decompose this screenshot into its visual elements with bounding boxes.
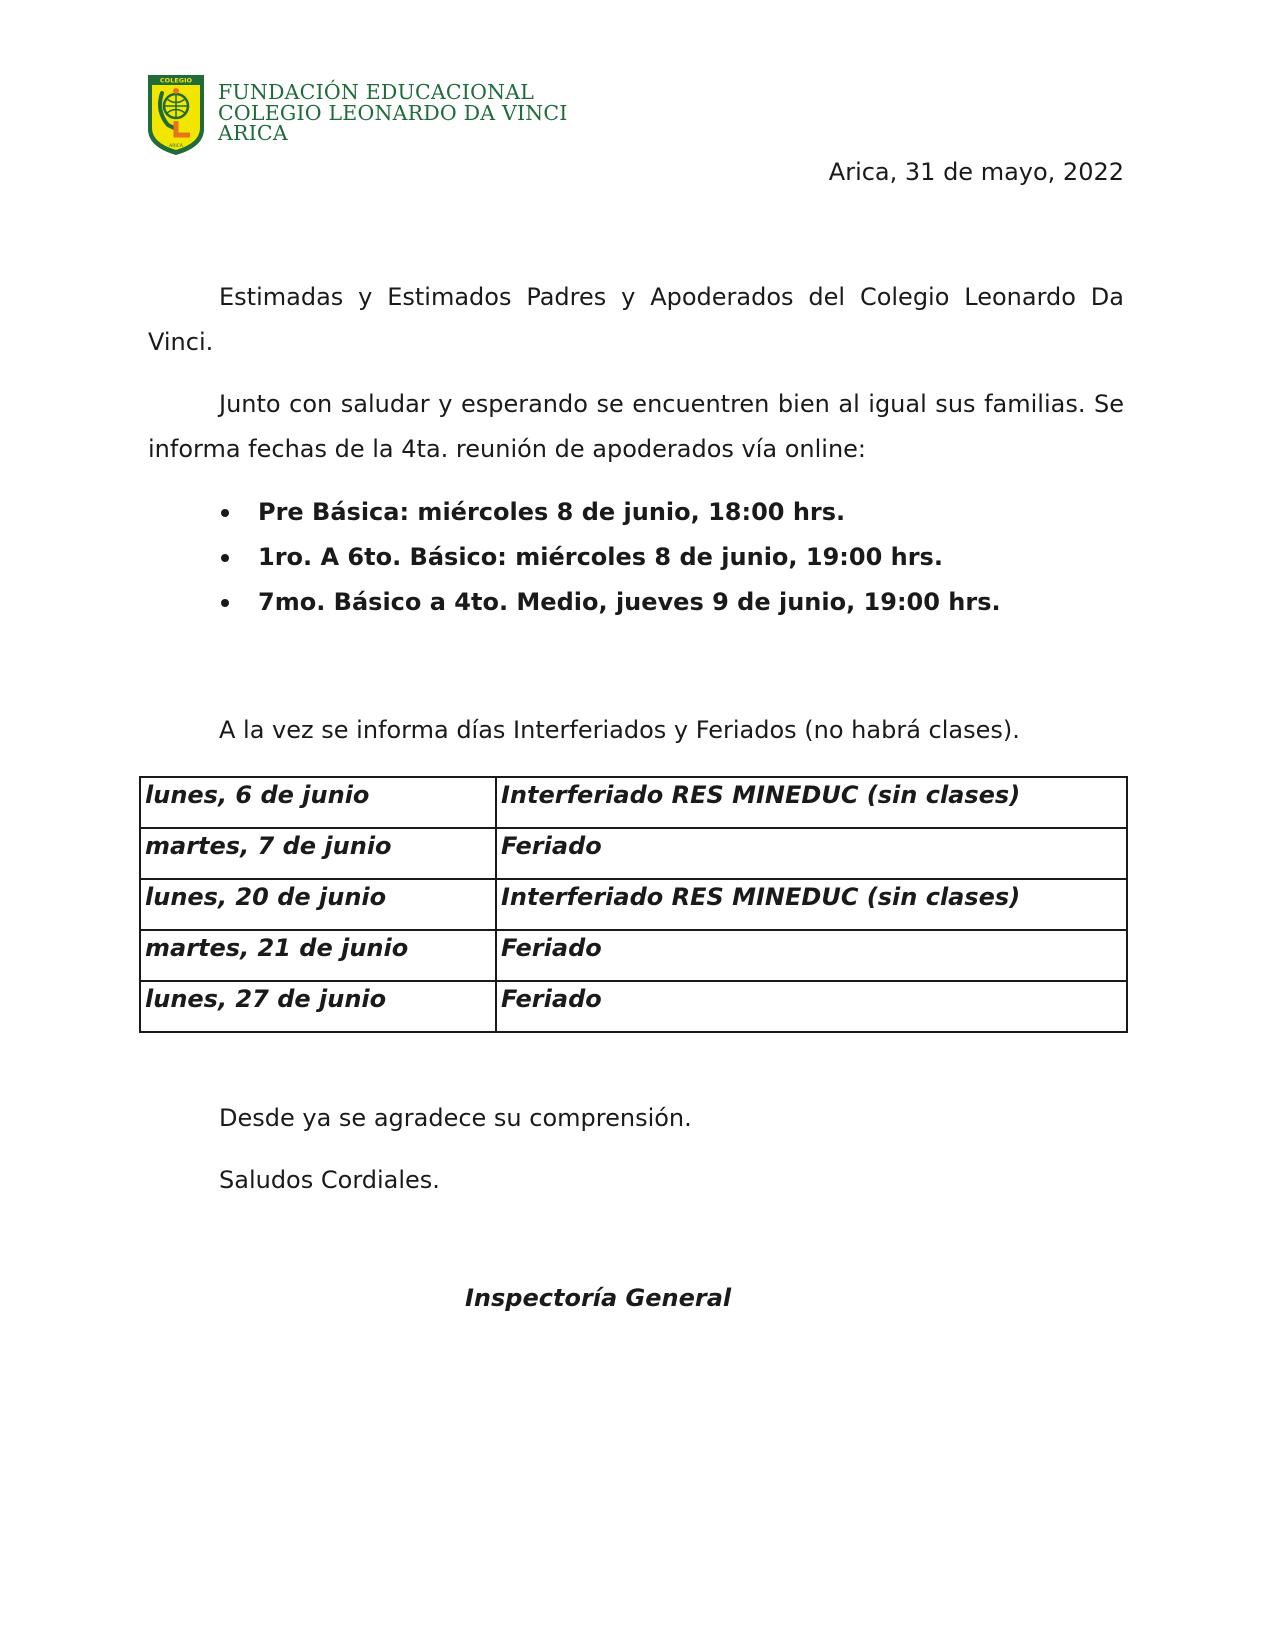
meeting-text: 1ro. A 6to. Básico: miércoles 8 de junio, 19:00 hrs. (258, 543, 943, 571)
meeting-item (218, 535, 1001, 580)
holidays-intro: A la vez se informa días Interferiados y Feriados (no habrá clases). (219, 716, 1020, 744)
logo-text-top: COLEGIO (159, 76, 193, 85)
meeting-text: Pre Básica: miércoles 8 de junio, 18:00 hrs. (258, 498, 846, 526)
holiday-date-cell: lunes, 20 de junio (140, 879, 496, 930)
org-line: FUNDACIÓN EDUCACIONAL (218, 80, 535, 104)
meeting-item (218, 580, 1001, 625)
table-row (140, 828, 1127, 879)
org-line: ARICA (218, 121, 288, 145)
meeting-text: 7mo. Básico a 4to. Medio, jueves 9 de junio, 19:00 hrs. (258, 588, 1001, 616)
bullet-icon (221, 599, 229, 607)
holiday-type-cell: Feriado (496, 930, 1127, 981)
meeting-list (218, 490, 1001, 625)
letter-date: Arica, 31 de mayo, 2022 (828, 158, 1124, 186)
school-crest-logo (146, 73, 206, 157)
signature: Inspectoría General (465, 1284, 732, 1312)
holidays-table (139, 776, 1128, 1033)
bullet-icon (221, 554, 229, 562)
table-row (140, 777, 1127, 828)
holiday-type-cell: Interferiado RES MINEDUC (sin clases) (496, 879, 1127, 930)
table-row (140, 930, 1127, 981)
table-row (140, 981, 1127, 1032)
table-row (140, 879, 1127, 930)
thanks-text: Desde ya se agradece su comprensión. (219, 1104, 692, 1132)
holiday-type-cell: Feriado (496, 828, 1127, 879)
meeting-item (218, 490, 1001, 535)
logo-text-bottom: ARICA (169, 144, 183, 149)
org-line: COLEGIO LEONARDO DA VINCI (218, 100, 568, 125)
holiday-date-cell: martes, 21 de junio (140, 930, 496, 981)
holiday-date-cell: lunes, 27 de junio (140, 981, 496, 1032)
holiday-date-cell: martes, 7 de junio (140, 828, 496, 879)
organization-name (218, 82, 568, 144)
intro-paragraph: Junto con saludar y esperando se encuentren bien al igual sus familias. Se informa fechas de la 4ta. reunión de apoderados vía online: (148, 390, 1124, 463)
bullet-icon (221, 509, 229, 517)
greeting-paragraph: Estimadas y Estimados Padres y Apoderados del Colegio Leonardo Da Vinci. (148, 283, 1124, 356)
letterhead (146, 73, 568, 157)
holiday-date-cell: lunes, 6 de junio (140, 777, 496, 828)
closing-text: Saludos Cordiales. (219, 1166, 440, 1194)
holiday-type-cell: Interferiado RES MINEDUC (sin clases) (496, 777, 1127, 828)
holiday-type-cell: Feriado (496, 981, 1127, 1032)
